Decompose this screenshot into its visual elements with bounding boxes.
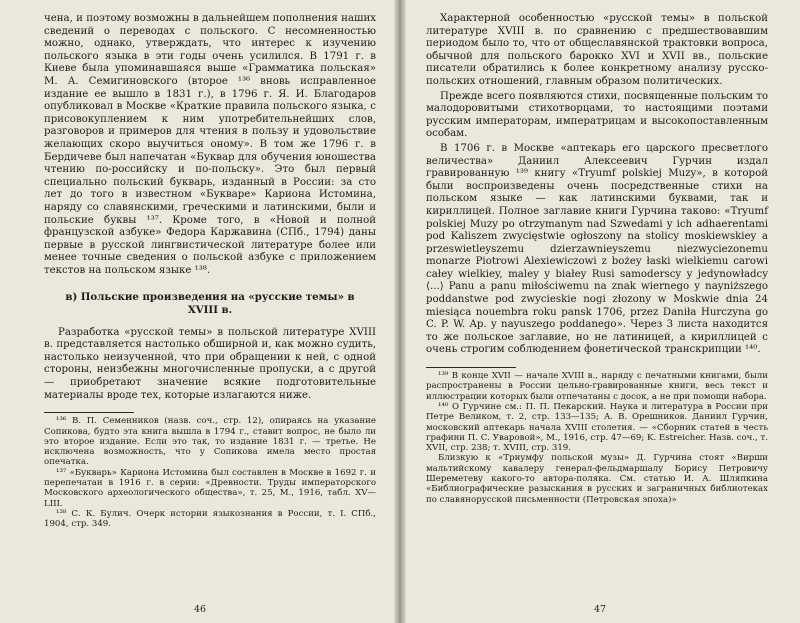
right-page xyxy=(400,0,800,623)
book-gutter xyxy=(394,0,406,623)
left-intro-paragraph: чена, и поэтому возможны в дальнейшем пополнения наших сведений о переводах с польского. С несомненностью можно, однако, утверждать, что интерес к изучению польского языка в эти годы очень усилился. В 1791 г. в Киеве была упоминавшаяся выше «Грамматика польская» М. А. Семигиновского (второе ¹³⁶ вновь исправленное издание ее вышло в 1831 г.), в 1796 г. Я. И. Благодаров опубликовал в Москве «Краткие правила польского языка, с присовокуплением к ним употребительнейших слов, разговоров и примеров для чтения в пользу и удовольствие желающих скоро выучиться оному». В том же 1796 г. в Бердичеве был напечатан «Буквар для обучения юношества чтению по-российску и по-польску». Это был первый специально польский букварь, изданный в России: за сто лет до того в известном «Букваре» Кариона Истомина, наряду со славянскими, греческими и латинскими, были и польские буквы ¹³⁷. Кроме того, в «Новой и полной французской азбуке» Федора Каржавина (СПб., 1794) даны первые в русской лингвистической литературе более или менее точные сведения о польской азбуке с приложением текстов на польском языке ¹³⁸. xyxy=(44,13,376,276)
footnote-rule xyxy=(426,367,516,368)
footnote-140: ¹⁴⁰ О Гурчине см.: П. П. Пекарский. Наука и литература в России при Петре Великом, т. 2, стр. 133—135; А. В. Орешников. Даниил Гурчин, московский аптекарь начала XVIII столетия. — «Сборник статей в честь графини П. С. Уваровой», М., 1916, стр. 47—69; K. Estreicher. Назв. соч., т. XVII, стр. 238; т. XVIII, стр. 319. xyxy=(426,401,769,454)
right-paragraph-3: В 1706 г. в Москве «аптекарь его царского пресветлого величества» Даниил Алексеевич Гурчин издал гравированную ¹³⁹ книгу «Tryumf polskiej Muzy», в которой были воспроизведены очень посредственные стихи на польском языке — как латинскими буквами, так и кириллицей. Полное заглавие книги Гурчина таково: «Tryumf polskiej Muzy po otrzymanym nad Szwedami y ich adhaerentami pod Kaliszem zwycięstwie ogłoszony na stolicy moskiewskiey a przeswietleyszemu dzierzawnieyszemu niezwyciezonemu monarze Piotrowi Alexiewiczowi z bożey łaski wielkiemu carowi całey wielkiey, maley y białey Rusi samoderscy y jedynowładcy ⟨...⟩ Panu a panu miłościwemu na znak wiernego y nayniższego poddanstwe pod zwycieskie nogi złozony w Moskwie dnia 24 miesiąca nouembra roku pansk 1706, przez Daniła Hurczyna go C. P. W. Ap. y nayuszego poddanego». Через 3 листа находится то же польское заглавие, но не латиницей, а кириллицей с очень строгим соблюдением фонетической транскрипции ¹⁴⁰. xyxy=(426,142,768,356)
footnote-139: ¹³⁹ В конце XVII — начале XVIII в., наряду с печатными книгами, были распространены в России цельно-гравированные книги, весь текст и иллюстрации которых были отпечатаны с досок, а не при помощи набора. xyxy=(426,371,768,402)
footnote-rule xyxy=(44,412,134,413)
footnote-137: ¹³⁷ «Букварь» Кариона Истомина был составлен в Москве в 1692 г. и перепечатан в 1916 г. в серии: «Древности. Труды императорского Московского археологического общества», т. 25, М., 1916, табл. XV—LIII. xyxy=(44,467,376,509)
right-paragraph-2: Прежде всего появляются стихи, посвященные польским то малодоровитыми стихотворцами, то настоящими поэтами русским императорам, императрицам и высокопоставленным особам. xyxy=(426,90,768,140)
left-paragraph-2: Разработка «русской темы» в польской литературе XVIII в. представляется настолько обширной и, как можно судить, настолько неизученной, что при обращении к ней, с одной стороны, неизбежны многочисленные пропуски, а с другой — приобретают значение всякие подготовительные материалы вроде тех, которые излагаются ниже. xyxy=(44,326,376,401)
footnote-140-continued: Близкую к «Триумфу польской музы» Д. Гурчина стоят «Вирши мальтийскому кавалеру генерал-фельдмаршалу Борису Петровичу Шереметеву какого-то автора-поляка. См. статью И. А. Шляпкина «Библиографические разыскания в русских и заграничных библиотеках по славянорусской письменности (Петровская эпоха)» xyxy=(426,453,768,505)
right-paragraph-1: Характерной особенностью «русской темы» в польской литературе XVIII в. по сравнению с предшествовавшим периодом было то, что от общеславянской трактовки вопроса, обычной для польского барокко XVI и XVII вв., польские писатели обратились к более конкретному анализу русско-польских отношений, главным образом политических. xyxy=(426,13,768,87)
footnote-136: ¹³⁶ В. П. Семенников (назв. соч., стр. 12), опираясь на указание Сопикова, будто эта книга вышла в 1794 г., ставит вопрос, не было ли это второе издание. Если это так, то издание 1831 г. — третье. Не исключена возможность, что у Сопикова имела место простая опечатка. xyxy=(44,416,376,468)
footnote-138: ¹³⁸ С. К. Булич. Очерк истории языкознания в России, т. I. СПб., 1904, стр. 349. xyxy=(44,508,376,530)
page-number-left: 46 xyxy=(193,604,207,615)
page-number-right: 47 xyxy=(593,604,607,615)
section-heading: в) Польские произведения на «русские темы» в XVIII в. xyxy=(65,291,355,317)
